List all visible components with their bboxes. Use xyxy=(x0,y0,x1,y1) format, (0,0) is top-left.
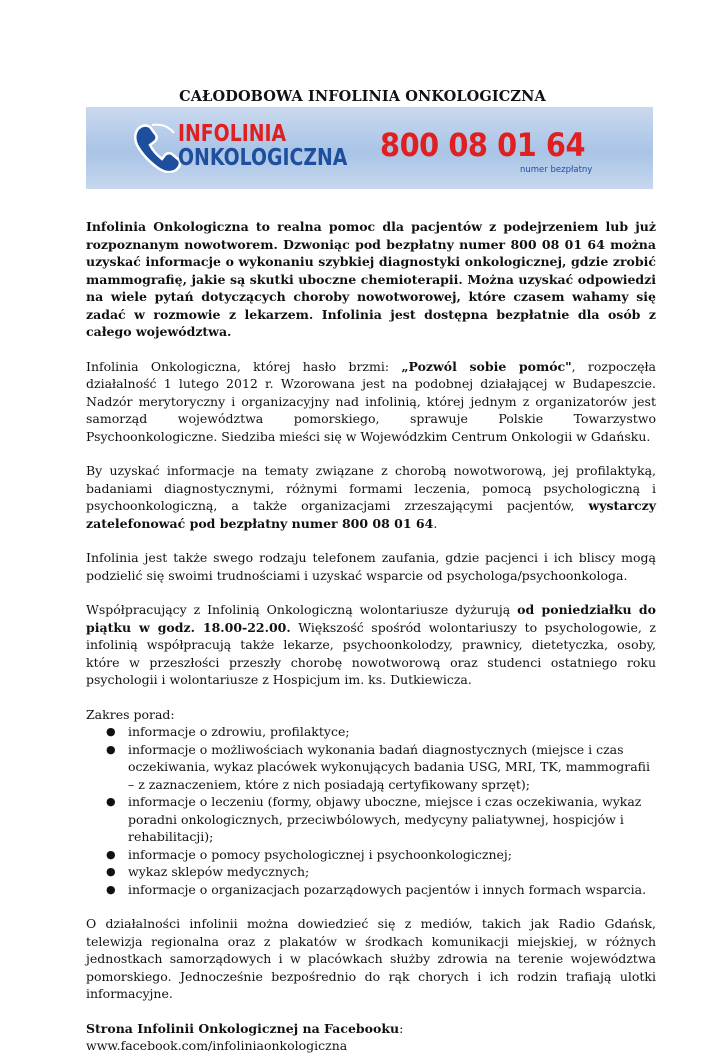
list-item: ● informacje o leczeniu (formy, objawy uboczne, miejsce i czas oczekiwania, wykaz poradni onkologicznych, przeciwbólowych, medycyny paliatywnej, hospicjów i rehabilitacji); xyxy=(106,794,642,844)
infolinia-banner xyxy=(86,107,653,189)
contact-bold: wystarczy zatelefonować pod bezpłatny numer 800 08 01 64 xyxy=(86,498,656,531)
scope-heading: Zakres porad: xyxy=(86,706,175,722)
banner-free-label: numer bezpłatny xyxy=(520,165,593,175)
list-item: ● informacje o zdrowiu, profilaktyce; xyxy=(106,724,350,739)
volunteer-hours: od poniedziałku do piątku w godz. 18.00-22.00. xyxy=(86,602,656,635)
brand-line-1: INFOLINIA xyxy=(178,121,287,147)
list-item: ● informacje o organizacjach pozarządowych pacjentów i innych formach wsparcia. xyxy=(106,881,647,897)
bullet-icon: ● xyxy=(106,865,116,878)
media-paragraph: O działalności infolinii można dowiedzieć się z mediów, takich jak Radio Gdańsk, telewizja regionalna oraz z plakatów w środkach komunikacji miejskiej, w różnych jednostkach samorządowych i w placówkach służby zdrowia na terenie województwa pomorskiego. Jednocześnie bezpośrednio do rąk chorych i ich rodzin trafiają ulotki informacyjne. xyxy=(86,916,656,1001)
list-item: ● informacje o pomocy psychologicznej i psychoonkologicznej; xyxy=(106,846,512,862)
banner-phone-number: 800 08 01 64 xyxy=(380,126,586,164)
document-body xyxy=(86,218,656,1055)
brand-line-2: ONKOLOGICZNA xyxy=(178,145,348,171)
intro-paragraph xyxy=(86,218,656,341)
volunteers-text-c: Większość spośród wolontariuszy to psychologowie, z infolinią współpracują także lekarze, psychoonkolodzy, prawnicy, dietetyczka, osoby, które w przeszłości przeszły chorobę nowotworową oraz studenci ostatniego roku psychologii i wolontariusze z Hospicjum im. ks. Dutkiewicza. xyxy=(86,619,656,687)
volunteers-paragraph xyxy=(86,601,656,689)
bullet-icon: ● xyxy=(106,882,116,896)
page-title: CAŁODOBOWA INFOLINIA ONKOLOGICZNA xyxy=(179,88,546,105)
motto: „Pozwól sobie pomóc" xyxy=(401,358,572,374)
history-text-a: Infolinia Onkologiczna, której hasło brzmi: xyxy=(86,358,402,374)
facebook-colon: : xyxy=(399,1020,404,1036)
facebook-link[interactable]: www.facebook.com/infoliniaonkologiczna xyxy=(86,1038,348,1053)
intro-text: Infolinia Onkologiczna to realna pomoc dla pacjentów z podejrzeniem lub już rozpoznanym nowotworem. Dzwoniąc pod bezpłatny numer 800 08 01 64 można uzyskać informacje o wykonaniu szybkiej diagnostyki onkologicznej, gdzie zrobić mammografię, jakie są skutki uboczne chemioterapii. Można uzyskać odpowiedzi na wiele pytań dotyczących choroby nowotworowej, które czasem wahamy się zadać w rozmowie z lekarzem. Infolinia jest dostępna bezpłatnie dla osób z całego województwa. xyxy=(86,219,656,339)
list-item: ● informacje o możliwościach wykonania badań diagnostycznych (miejsce i czas oczekiwania, wykaz placówek wykonujących badania USG, MRI, TK, mammografii – z zaznaczeniem, które z nich posiadają certyfikowany sprzęt); xyxy=(106,741,651,792)
bullet-icon: ● xyxy=(106,742,116,756)
scope-list xyxy=(86,723,656,898)
list-item: ● wykaz sklepów medycznych; xyxy=(106,864,310,879)
telephone-handset-icon xyxy=(132,121,182,173)
brand-logo xyxy=(178,122,347,170)
history-paragraph xyxy=(86,358,656,446)
facebook-label: Strona Infolinii Onkologicznej na Facebooku xyxy=(86,1020,400,1036)
contact-text-a: By uzyskać informacje na tematy związane z chorobą nowotworową, jej profilaktyką, badaniami diagnostycznymi, różnymi formami leczenia, pomocą psychologiczną i psychoonkologiczną, a także organizacjami zrzeszającymi pacjentów, xyxy=(86,463,656,513)
bullet-icon: ● xyxy=(106,725,116,738)
history-text-b: , rozpoczęła działalność 1 lutego 2012 r. Wzorowana jest na podobnej działającej w Budapeszcie. Nadzór merytoryczny i organizacyjny nad infolinią, której jednym z organizatorów jest samorząd województwa pomorskiego, sprawuje Polskie Towarzystwo Psychoonkologiczne. Siedziba mieści się w Wojewódzkim Centrum Onkologii w Gdańsku. xyxy=(86,358,656,444)
contact-text-c: . xyxy=(433,515,438,531)
trust-paragraph: Infolinia jest także swego rodzaju telefonem zaufania, gdzie pacjenci i ich bliscy mogą podzielić się swoimi trudnościami i uzyskać wsparcie od psychologa/psychoonkologa. xyxy=(86,550,656,583)
contact-paragraph xyxy=(86,462,656,532)
bullet-icon: ● xyxy=(106,795,116,808)
volunteers-text-a: Współpracujący z Infolinią Onkologiczną wolontariusze dyżurują xyxy=(86,602,518,617)
bullet-icon: ● xyxy=(106,847,116,861)
facebook-section xyxy=(86,1020,656,1055)
